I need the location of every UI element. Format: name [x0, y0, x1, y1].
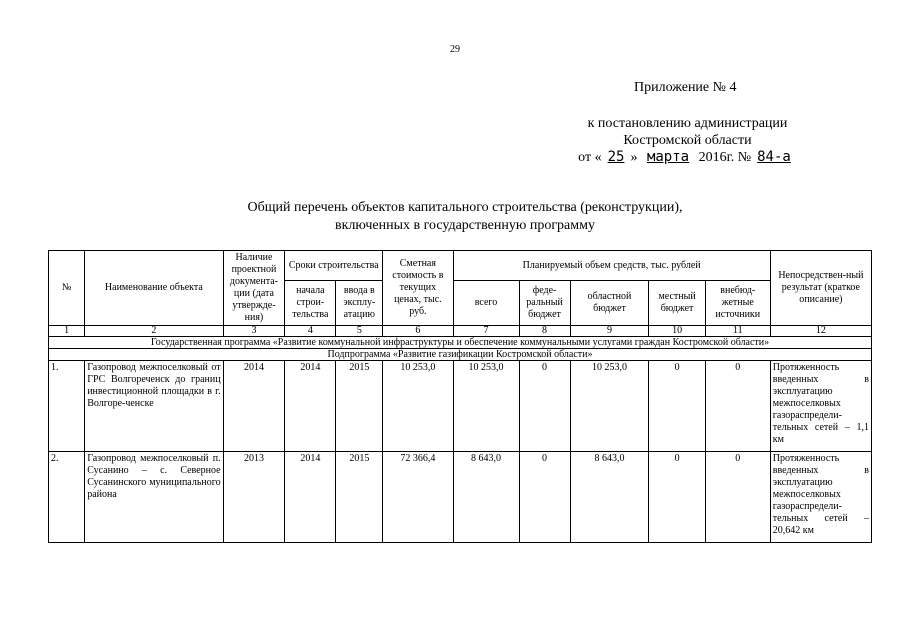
header-commission: ввода в эксплу-атацию	[336, 281, 383, 326]
cell-cost: 10 253,0	[383, 361, 453, 452]
column-number: 4	[285, 326, 336, 337]
column-number: 8	[519, 326, 570, 337]
decree-day: 25	[607, 149, 625, 165]
table-row	[49, 452, 872, 543]
decree-month: марта	[646, 149, 690, 165]
decree-year: 2016г. №	[698, 150, 752, 165]
header-docs: Наличие проектной документа-ции (дата утвержде-ния)	[223, 251, 285, 326]
decree-date-mid: »	[630, 150, 638, 165]
appendix-label: Приложение № 4	[634, 80, 737, 95]
column-number: 5	[336, 326, 383, 337]
subprogram-row	[49, 349, 872, 361]
decree-line-1: к постановлению администрации	[587, 116, 788, 131]
column-number: 2	[85, 326, 223, 337]
decree-date-prefix: от «	[578, 150, 602, 165]
subprogram-title: Подпрограмма «Развитие газификации Костромской области»	[49, 349, 872, 361]
column-number-row	[49, 326, 872, 337]
table-row	[49, 361, 872, 452]
decree-reference	[560, 115, 815, 166]
capital-objects-table	[48, 250, 872, 543]
cell-commission: 2015	[336, 361, 383, 452]
cell-commission: 2015	[336, 452, 383, 543]
column-number: 9	[570, 326, 649, 337]
program-title: Государственная программа «Развитие коммунальной инфраструктуры и обеспечение коммунальными услугами граждан Костромской области»	[49, 337, 872, 349]
header-total: всего	[453, 281, 519, 326]
header-num: №	[49, 251, 85, 326]
document-title-line-2: включенных в государственную программу	[335, 218, 595, 233]
header-regional: областной бюджет	[570, 281, 649, 326]
cell-local: 0	[649, 361, 705, 452]
header-start: начала строи-тельства	[285, 281, 336, 326]
document-title-line-1: Общий перечень объектов капитального строительства (реконструкции),	[247, 200, 683, 215]
column-number: 3	[223, 326, 285, 337]
cell-start: 2014	[285, 361, 336, 452]
cell-name: Газопровод межпоселковый от ГРС Волгореченск до границ инвестиционной площадки в г. Волгоре-ченске	[85, 361, 223, 452]
column-number: 12	[770, 326, 871, 337]
header-local: местный бюджет	[649, 281, 705, 326]
header-cost: Сметная стоимость в текущих ценах, тыс. руб.	[383, 251, 453, 326]
cell-num: 1.	[49, 361, 85, 452]
cell-docs: 2014	[223, 361, 285, 452]
program-row	[49, 337, 872, 349]
document-title	[170, 199, 760, 235]
decree-number: 84-а	[757, 149, 791, 165]
header-result: Непосредствен-ный результат (краткое описание)	[770, 251, 871, 326]
column-number: 6	[383, 326, 453, 337]
header-offbudget: внебюд-жетные источники	[705, 281, 770, 326]
cell-start: 2014	[285, 452, 336, 543]
column-number: 10	[649, 326, 705, 337]
cell-total: 10 253,0	[453, 361, 519, 452]
column-number: 7	[453, 326, 519, 337]
cell-offbudget: 0	[705, 452, 770, 543]
cell-name: Газопровод межпоселковый п. Сусанино – с. Северное Сусанинского муниципального района	[85, 452, 223, 543]
header-name: Наименование объекта	[85, 251, 223, 326]
cell-regional: 10 253,0	[570, 361, 649, 452]
cell-offbudget: 0	[705, 361, 770, 452]
cell-docs: 2013	[223, 452, 285, 543]
column-number: 1	[49, 326, 85, 337]
header-planned: Планируемый объем средств, тыс. рублей	[453, 251, 770, 281]
decree-date-line	[560, 149, 815, 166]
cell-federal: 0	[519, 361, 570, 452]
cell-federal: 0	[519, 452, 570, 543]
header-federal: феде-ральный бюджет	[519, 281, 570, 326]
decree-line-2: Костромской области	[623, 133, 752, 148]
cell-cost: 72 366,4	[383, 452, 453, 543]
header-terms: Сроки строительства	[285, 251, 383, 281]
cell-result: Протяженность введенных в эксплуатацию межпоселковых газораспредели-тельных сетей – 1,1 км	[770, 361, 871, 452]
cell-regional: 8 643,0	[570, 452, 649, 543]
cell-result: Протяженность введенных в эксплуатацию межпоселковых газораспредели-тельных сетей – 20,642 км	[770, 452, 871, 543]
page-number: 29	[450, 44, 460, 55]
cell-total: 8 643,0	[453, 452, 519, 543]
column-number: 11	[705, 326, 770, 337]
cell-local: 0	[649, 452, 705, 543]
cell-num: 2.	[49, 452, 85, 543]
